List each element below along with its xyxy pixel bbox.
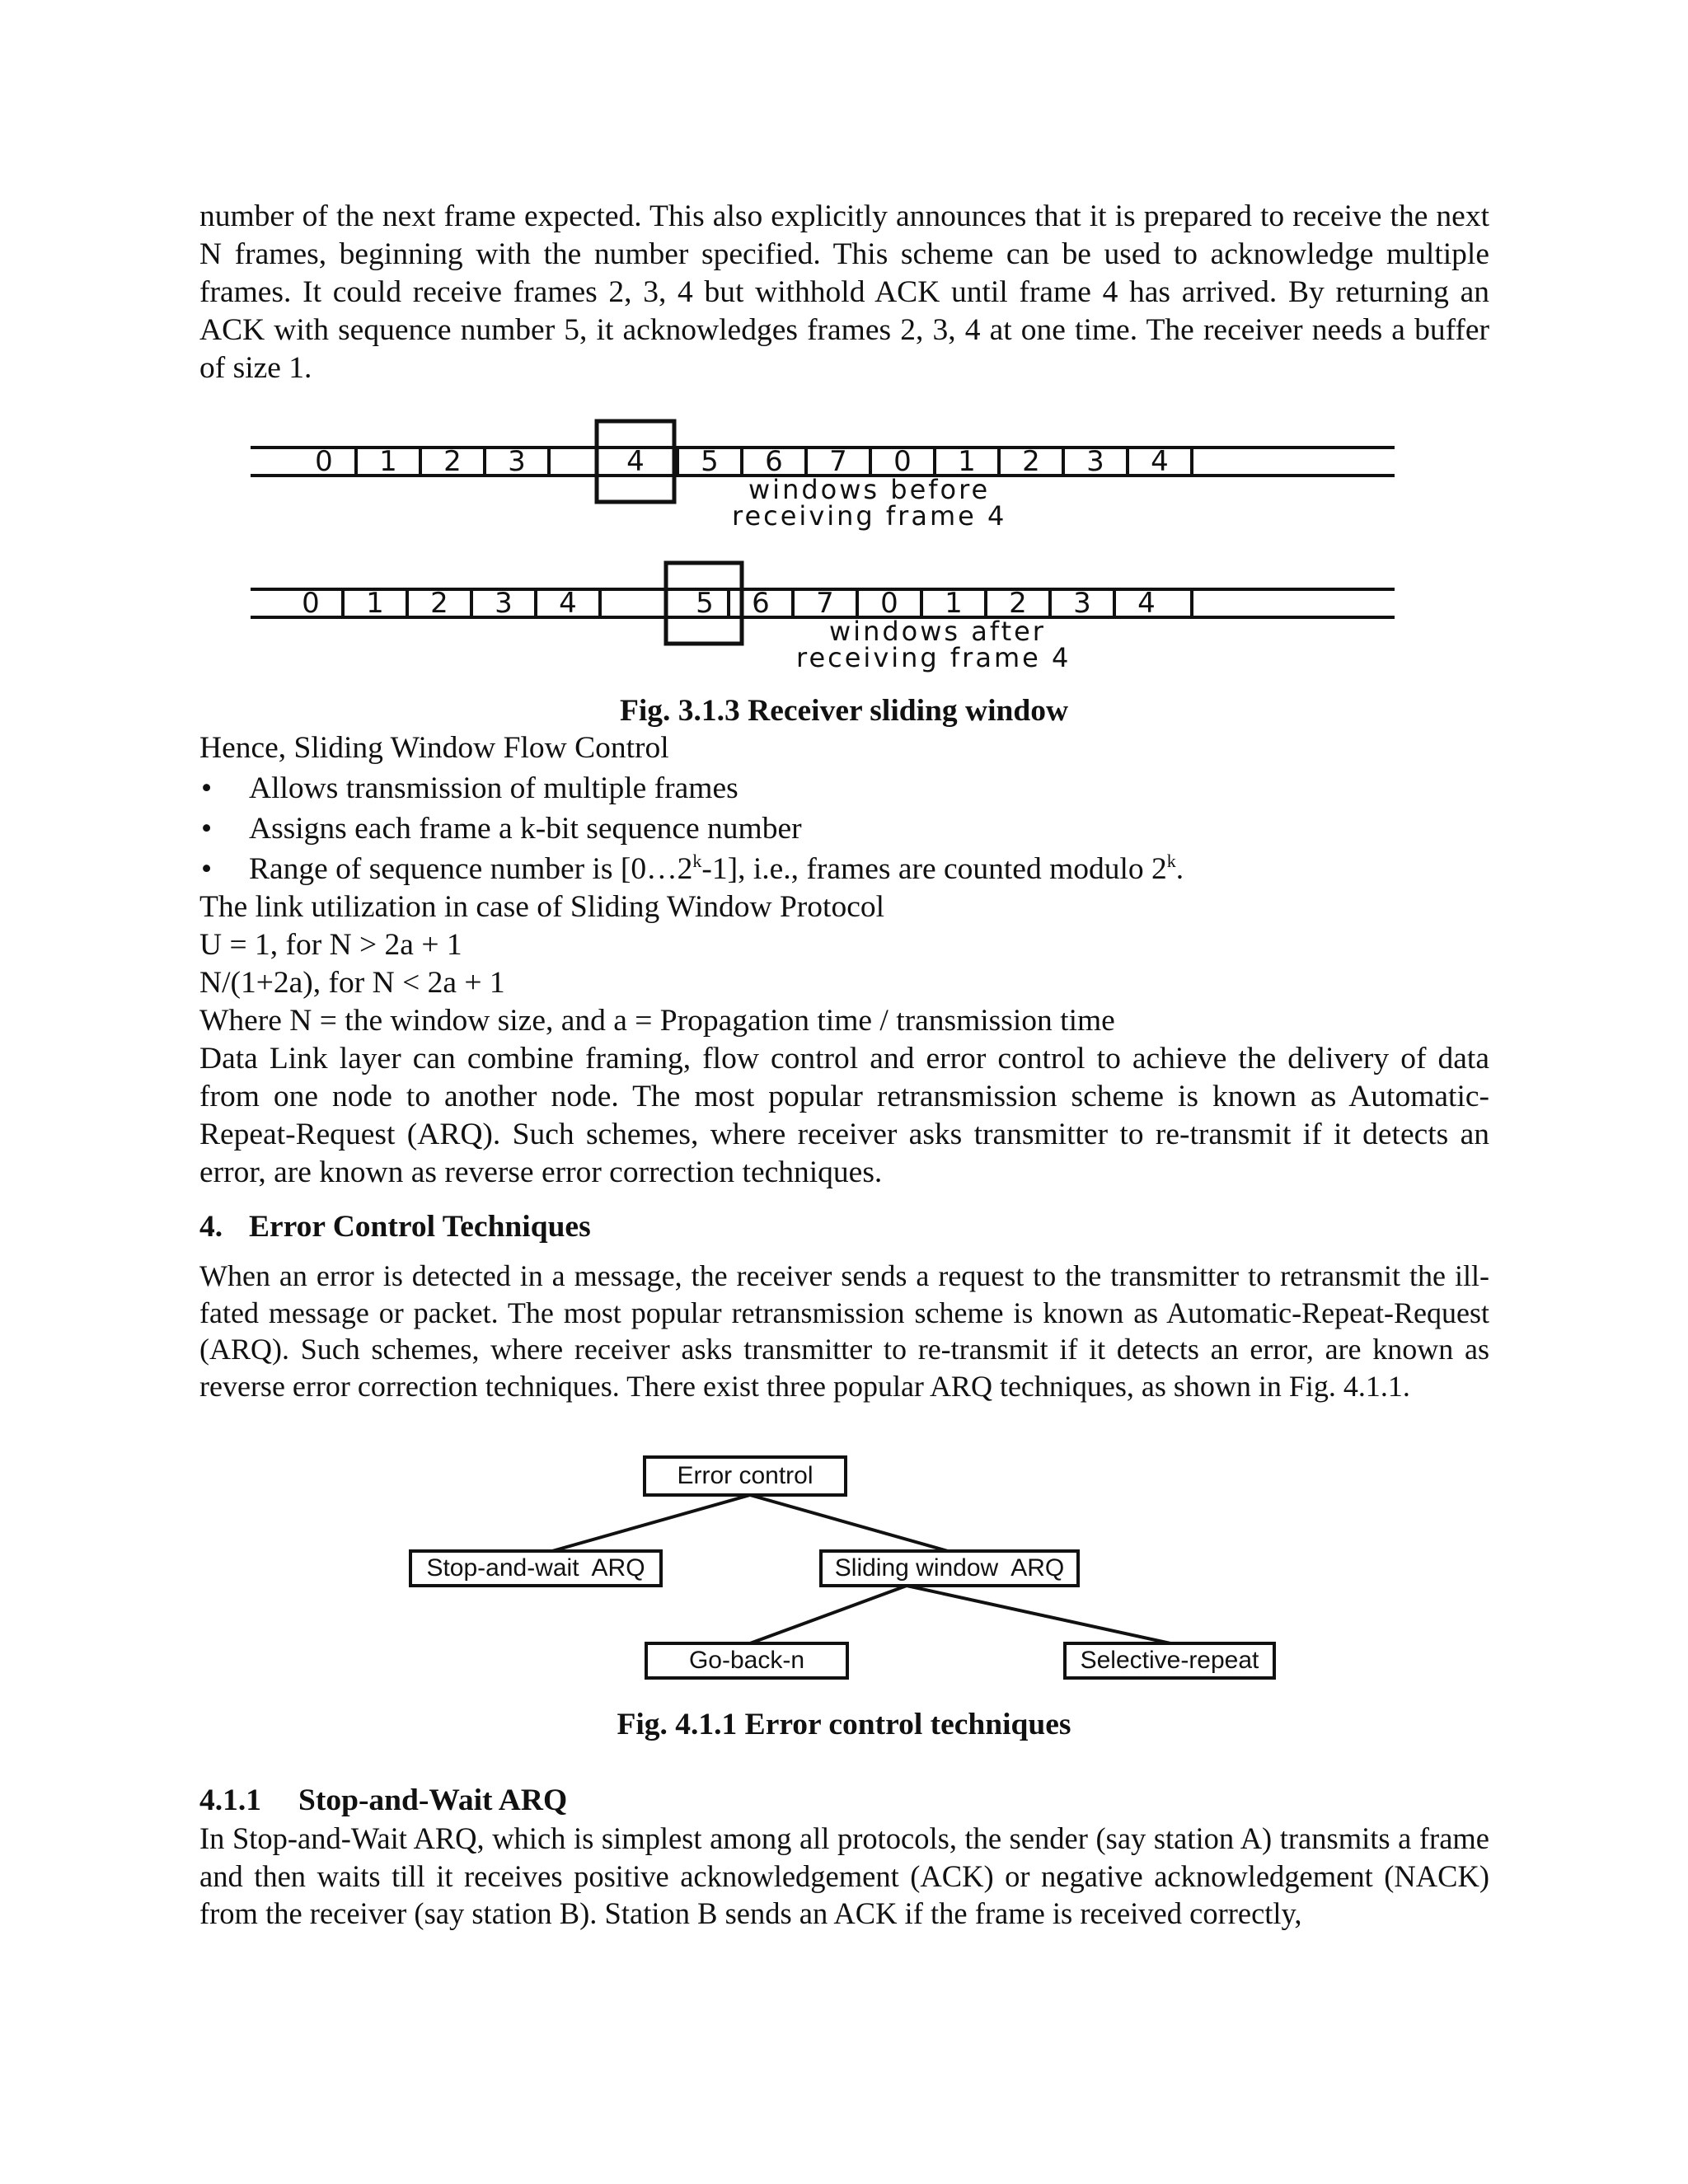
top-seq-0: 0 <box>315 445 333 478</box>
superscript-k: k <box>1166 851 1176 871</box>
bottom-window-label-1: windows after <box>829 616 1046 647</box>
bottom-seq-0: 0 <box>302 587 320 620</box>
figure-caption-4-1-1: Fig. 4.1.1 Error control techniques <box>617 1708 1071 1741</box>
edge-sliding-to-go-back-n <box>750 1586 907 1643</box>
bullet-marker: • <box>201 812 213 846</box>
bottom-seq-9: 1 <box>945 587 963 620</box>
bottom-seq-5: 5 <box>696 587 714 620</box>
top-seq-4: 4 <box>626 445 645 478</box>
top-seq-7: 7 <box>829 445 847 478</box>
bottom-seq-12: 4 <box>1137 587 1156 620</box>
top-window-label-1: windows before <box>748 474 991 505</box>
top-seq-3: 3 <box>508 445 526 478</box>
node-error-control: Error control <box>677 1462 814 1489</box>
figure-error-control-tree <box>404 1452 1286 1691</box>
bullet-text: Assigns each frame a k-bit sequence number <box>249 812 802 846</box>
edge-root-to-sliding-window <box>750 1495 948 1551</box>
range-text-c: . <box>1175 852 1184 886</box>
bullet-marker: • <box>201 852 213 886</box>
bottom-seq-11: 3 <box>1073 587 1091 620</box>
top-seq-11: 3 <box>1086 445 1104 478</box>
paragraph-continuation: number of the next frame expected. This also explicitly announces that it is prepared to receive the next N frames, beginning with the number specified. This scheme can be used to acknowledge multiple frames. It could receive frames 2, 3, 4 but withhold ACK until frame 4 has arrived. By returning an ACK with sequence number 5, it acknowledges frames 2, 3, 4 at one time. The receiver needs a buffer of size 1. <box>199 199 1489 385</box>
utilization-definitions: Where N = the window size, and a = Propagation time / transmission time <box>199 1004 1115 1038</box>
bullet-text <box>249 851 1184 888</box>
node-go-back-n: Go-back-n <box>688 1647 805 1674</box>
edge-sliding-to-selective-repeat <box>907 1586 1170 1643</box>
bottom-seq-4: 4 <box>559 587 577 620</box>
bottom-window-label-2: receiving frame 4 <box>796 642 1071 673</box>
node-stop-and-wait-arq: Stop-and-wait ARQ <box>426 1554 645 1582</box>
bottom-seq-1: 1 <box>366 587 384 620</box>
node-selective-repeat: Selective-repeat <box>1080 1647 1259 1674</box>
bottom-seq-8: 0 <box>880 587 898 620</box>
range-text-a: Range of sequence number is [0…2 <box>249 852 693 886</box>
superscript-k: k <box>692 851 702 871</box>
top-seq-8: 0 <box>893 445 912 478</box>
bullet-text: Allows transmission of multiple frames <box>249 771 738 805</box>
top-seq-10: 2 <box>1022 445 1040 478</box>
section-title: Error Control Techniques <box>249 1210 591 1244</box>
utilization-formula-1: U = 1, for N > 2a + 1 <box>199 928 462 962</box>
section-number: 4.1.1 <box>199 1783 261 1817</box>
figure-receiver-sliding-window <box>247 416 1401 672</box>
edge-root-to-stop-and-wait <box>552 1495 750 1551</box>
bottom-seq-2: 2 <box>430 587 448 620</box>
node-sliding-window-arq: Sliding window ARQ <box>834 1554 1065 1582</box>
top-seq-2: 2 <box>443 445 462 478</box>
paragraph-error-control: When an error is detected in a message, the receiver sends a request to the transmitter to retransmit the ill-fated message or packet. The most popular retransmission scheme is known as Automatic-Repeat-Request (ARQ). Such schemes, where receiver asks transmitter to re-transmit if it detects an error, are known as reverse error correction techniques. There exist three popular ARQ techniques, as shown in Fig. 4.1.1. <box>199 1259 1489 1403</box>
top-seq-6: 6 <box>765 445 783 478</box>
top-window-label-2: receiving frame 4 <box>732 500 1007 532</box>
utilization-intro: The link utilization in case of Sliding Window Protocol <box>199 890 885 924</box>
top-seq-12: 4 <box>1151 445 1169 478</box>
top-seq-5: 5 <box>701 445 719 478</box>
figure-caption-3-1-3: Fig. 3.1.3 Receiver sliding window <box>619 694 1069 728</box>
section-title: Stop-and-Wait ARQ <box>298 1783 568 1817</box>
bottom-seq-7: 7 <box>816 587 834 620</box>
paragraph-stop-and-wait: In Stop-and-Wait ARQ, which is simplest among all protocols, the sender (say station A) transmits a frame and then waits till it receives positive acknowledgement (ACK) or negative acknowledgement (NACK) from the receiver (say station B). Station B sends an ACK if the frame is received correctly, <box>199 1821 1489 1930</box>
range-text-b: -1], i.e., frames are counted modulo 2 <box>701 852 1167 886</box>
paragraph-data-link: Data Link layer can combine framing, flow control and error control to achieve the delivery of data from one node to another node. The most popular retransmission scheme is known as Automatic-Repeat-Request (ARQ). Such schemes, where receiver asks transmitter to re-transmit if it detects an error, are known as reverse error correction techniques. <box>199 1042 1489 1189</box>
bottom-seq-6: 6 <box>752 587 770 620</box>
top-seq-1: 1 <box>379 445 397 478</box>
bullet-marker: • <box>201 771 213 805</box>
bottom-seq-3: 3 <box>495 587 513 620</box>
section-number: 4. <box>199 1210 223 1244</box>
summary-intro: Hence, Sliding Window Flow Control <box>199 731 669 765</box>
bottom-seq-10: 2 <box>1009 587 1027 620</box>
top-seq-9: 1 <box>958 445 976 478</box>
utilization-formula-2: N/(1+2a), for N < 2a + 1 <box>199 966 505 1000</box>
